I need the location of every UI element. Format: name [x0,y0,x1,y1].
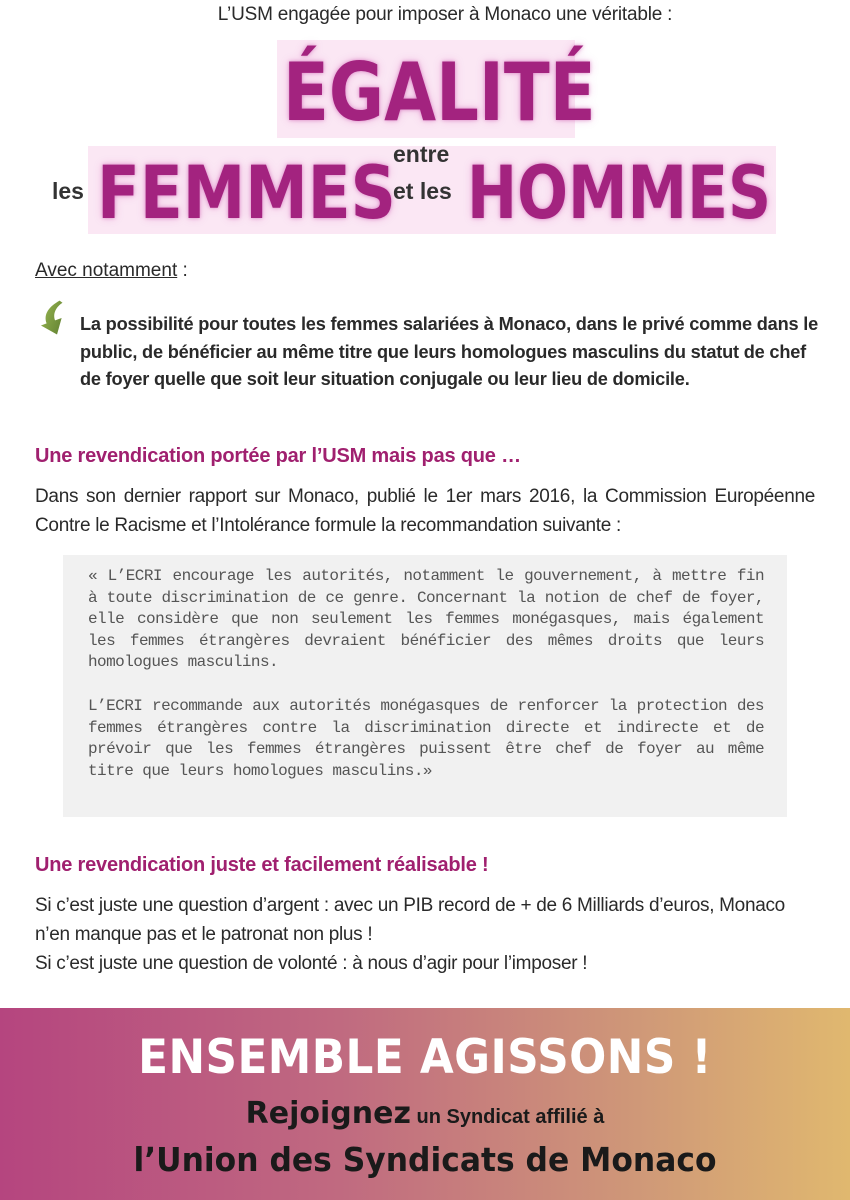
quote-paragraph-1: « L’ECRI encourage les autorités, notamment le gouvernement, à mettre fin à toute discrimination de ce genre. Concernant la notion de chef de foyer, elle considère que non seulement les femmes monégasques, mais également les femmes étrangères devraient bénéficier des mêmes droits que leurs homologues masculins. [88,567,764,672]
section2-line1: Si c’est juste une question d’argent : avec un PIB record de + de 6 Milliards d’euros, Monaco n’en manque pas et le patronat non plus ! [35,895,785,945]
quote-paragraph-2: L’ECRI recommande aux autorités monégasques de renforcer la protection des femmes étrangères contre la discrimination directe et indirecte et de prévoir que les femmes étrangères puissent être chef de foyer au même titre que leurs homologues masculins.» [88,697,764,780]
footer-join-line [0,1096,850,1131]
section1-heading: Une revendication portée par l’USM mais pas que … [35,445,521,467]
curved-arrow-icon [36,300,76,340]
avec-notamment-label: Avec notamment [35,260,178,281]
section2-heading: Une revendication juste et facilement réalisable ! [35,854,489,876]
title-femmes: FEMMES [97,151,396,236]
section1-paragraph: Dans son dernier rapport sur Monaco, publié le 1er mars 2016, la Commission Européenne Contre le Racisme et l’Intolérance formule la recommandation suivante : [35,486,815,536]
title-les: les [52,178,84,204]
avec-notamment [35,260,188,282]
footer-syndicat: un Syndicat affilié à [410,1106,605,1128]
section2-line2: Si c’est juste une question de volonté : à nous d’agir pour l’imposer ! [35,953,588,974]
bullet-text: La possibilité pour toutes les femmes salariées à Monaco, dans le privé comme dans le public, de bénéficier au même titre que leurs homologues masculins du statut de chef de foyer quelle que soit leur situation conjugale ou leur lieu de domicile. [80,314,819,389]
footer-title: ENSEMBLE AGISSONS ! [138,1030,712,1085]
title-entre: entre [393,141,450,167]
intro-text: L’USM engagée pour imposer à Monaco une véritable : [217,4,673,25]
avec-colon: : [177,260,188,281]
title-egalite: ÉGALITÉ [283,46,596,139]
footer-rejoignez: Rejoignez [245,1096,411,1131]
title-hommes: HOMMES [467,151,772,236]
footer-union: l’Union des Syndicats de Monaco [133,1140,717,1179]
title-et-les: et les [393,178,452,204]
